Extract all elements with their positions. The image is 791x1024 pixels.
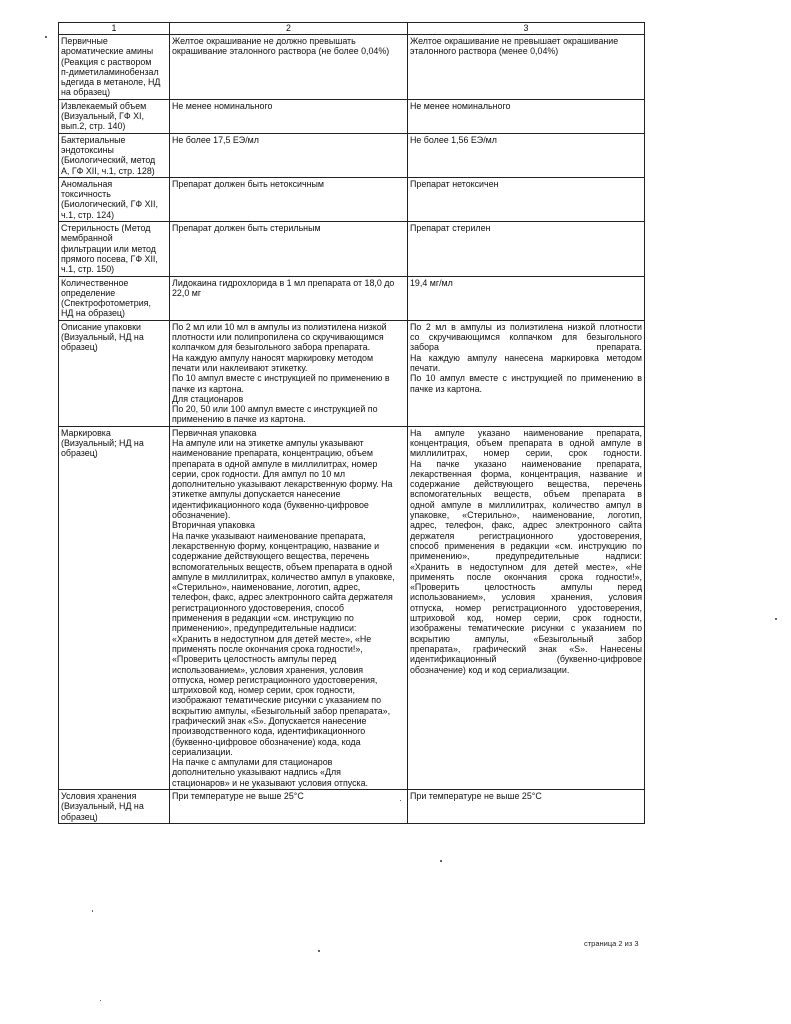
cell-text-line: обозначение) код и код сериализации.: [410, 664, 570, 675]
cell-text-line: дополнительно указывают лекарственную форму. На: [172, 479, 393, 490]
result-cell: [408, 99, 645, 133]
cell-text-line: образец): [61, 342, 98, 353]
cell-text-line: эндотоксины: [61, 144, 114, 155]
cell-text-line: Препарат должен быть нетоксичным: [172, 178, 324, 189]
cell-text-line: На каждую ампулу нанесена маркировка методом: [410, 352, 642, 363]
parameter-cell: [59, 222, 170, 276]
norm-cell: [170, 276, 408, 320]
cell-text-line: содержание действующего вещества, перечень: [410, 479, 642, 490]
cell-text-line: сериализации.: [172, 746, 233, 757]
cell-text-line: штриховой код, номер серии, срок годности,: [410, 613, 642, 624]
result-cell: [408, 790, 645, 824]
cell-text-line: Лидокаина гидрохлорида в 1 мл препарата от 18,0 до: [172, 277, 395, 288]
result-cell: [408, 177, 645, 221]
cell-text-line: лекарственная форма, концентрация, название и: [410, 468, 642, 479]
scan-speck: [100, 1000, 101, 1001]
table-row: [59, 790, 645, 824]
norm-cell: [170, 790, 408, 824]
specification-table: [58, 22, 645, 824]
cell-text-line: На пачке указывают наименование препарата,: [172, 530, 366, 541]
cell-text-line: НД на образец): [61, 308, 125, 319]
column-header: 1: [59, 23, 170, 35]
parameter-cell: [59, 320, 170, 426]
cell-text-line: забора препарата.: [410, 342, 642, 353]
cell-text-line: (Спектрофотометрия,: [61, 298, 151, 309]
norm-cell: [170, 320, 408, 426]
cell-text-line: Стерильность (Метод: [61, 223, 151, 234]
cell-text-line: идентификационный (буквенно-цифровое: [410, 654, 642, 665]
cell-text-line: Препарат должен быть стерильным: [172, 223, 321, 234]
cell-text-line: упаковке, «Стерильно», наименование, логотип,: [410, 510, 642, 521]
cell-text-line: токсичность: [61, 189, 111, 200]
scan-speck: [45, 36, 47, 38]
table-row: [59, 133, 645, 177]
table-row: [59, 320, 645, 426]
cell-text-line: дополнительно указывают надпись «Для: [172, 767, 341, 778]
page-number: страница 2 из 3: [584, 939, 639, 948]
cell-text-line: на образец): [61, 87, 111, 98]
norm-cell: [170, 426, 408, 789]
cell-text-line: (буквенно-цифровое обозначение) кода, кода: [172, 736, 361, 747]
cell-text-line: телефон, факс, адрес электронного сайта держателя: [172, 592, 393, 603]
cell-text-line: По 20, 50 или 100 ампул вместе с инструкцией по: [172, 404, 378, 415]
cell-text-line: «Проверить целостность ампулы перед: [410, 582, 642, 593]
cell-text-line: По 2 мл в ампулы из полиэтилена низкой плотности: [410, 321, 642, 332]
cell-text-line: На ампуле или на этикетке ампулы указывают: [172, 437, 364, 448]
result-cell: [408, 222, 645, 276]
cell-text-line: Маркировка: [61, 427, 111, 438]
cell-text-line: Желтое окрашивание не должно превышать: [172, 36, 356, 46]
cell-text-line: На пачке указано наименование препарата,: [410, 458, 642, 469]
cell-text-line: концентрация, объем препарата в одной ампуле в: [410, 437, 642, 448]
cell-text-line: Желтое окрашивание не превышает окрашивание: [410, 36, 619, 46]
cell-text-line: При температуре не выше 25°С: [410, 791, 542, 802]
cell-text-line: Бактериальные: [61, 134, 126, 145]
cell-text-line: прямого посева, ГФ XII,: [61, 253, 158, 264]
cell-text-line: идентификационного кода (буквенно-цифровое: [172, 499, 369, 510]
cell-text-line: вскрытию ампулы, «Безыгольный забор: [410, 633, 642, 644]
cell-text-line: Для стационаров: [172, 393, 244, 404]
cell-text-line: По 2 мл или 10 мл в ампулы из полиэтилена низкой: [172, 321, 387, 332]
parameter-cell: [59, 177, 170, 221]
norm-cell: [170, 133, 408, 177]
cell-text-line: вспомогательных веществ, объем препарата в одной: [172, 561, 393, 572]
table-body: [59, 35, 645, 824]
cell-text-line: ароматические амины: [61, 46, 154, 57]
cell-text-line: наименование препарата, концентрацию, объем: [172, 448, 373, 459]
norm-cell: [170, 99, 408, 133]
cell-text-line: Условия хранения: [61, 791, 137, 802]
cell-text-line: плотности или полипропилена со скручивающимся: [172, 332, 384, 343]
cell-text-line: Первичная упаковка: [172, 427, 257, 438]
table-header-row: [59, 23, 645, 35]
cell-text-line: А, ГФ XII, ч.1, стр. 128): [61, 165, 155, 176]
cell-text-line: пачке из картона.: [410, 383, 483, 394]
cell-text-line: 22,0 мг: [172, 287, 202, 298]
parameter-cell: [59, 790, 170, 824]
cell-text-line: (Визуальный, НД на: [61, 801, 144, 812]
column-header: 3: [408, 23, 645, 35]
cell-text-line: «Проверить целостность ампулы перед: [172, 654, 337, 665]
cell-text-line: Препарат нетоксичен: [410, 178, 499, 189]
cell-text-line: «Стерильно», наименование, логотип, адрес,: [172, 582, 361, 593]
cell-text-line: Аномальная: [61, 178, 113, 189]
cell-text-line: На ампуле указано наименование препарата,: [410, 427, 642, 438]
cell-text-line: окрашивание эталонного раствора (не более 0,04%): [172, 46, 390, 57]
norm-cell: [170, 35, 408, 100]
cell-text-line: способ применения в редакции «см. инструкцию по: [410, 540, 642, 551]
cell-text-line: печати.: [410, 362, 441, 373]
result-cell: [408, 320, 645, 426]
cell-text-line: применению», предупредительные надписи:: [172, 623, 357, 634]
cell-text-line: мембранной: [61, 233, 113, 244]
cell-text-line: По 10 ампул вместе с инструкцией по применению в: [410, 373, 642, 384]
scan-speck: [318, 950, 320, 952]
scan-speck: [440, 860, 442, 862]
cell-text-line: печати или наклеивают этикетку.: [172, 362, 308, 373]
cell-text-line: Препарат стерилен: [410, 223, 491, 234]
cell-text-line: отпуска, номер регистрационного удостоверения,: [172, 674, 378, 685]
table-row: [59, 276, 645, 320]
cell-text-line: применению», предупредительные надписи:: [410, 551, 642, 562]
cell-text-line: лекарственную форму, концентрацию, название и: [172, 540, 380, 551]
cell-text-line: «Хранить в недоступном для детей месте», «Не: [172, 633, 372, 644]
cell-text-line: (Реакция с раствором: [61, 56, 152, 67]
cell-text-line: ч.1, стр. 150): [61, 264, 115, 275]
result-cell: [408, 133, 645, 177]
cell-text-line: (Биологический, ГФ XII,: [61, 199, 158, 210]
cell-text-line: При температуре не выше 25°С: [172, 791, 304, 802]
cell-text-line: вскрытию ампулы, «Безыгольный забор препарата»,: [172, 705, 391, 716]
cell-text-line: со скручивающимся колпачком для безыгольного: [410, 332, 642, 343]
scan-speck: [775, 618, 777, 620]
norm-cell: [170, 177, 408, 221]
cell-text-line: (Визуальный, НД на: [61, 332, 144, 343]
cell-text-line: определение: [61, 287, 116, 298]
cell-text-line: (Биологический, метод: [61, 155, 156, 166]
cell-text-line: отпуска, номер регистрационного удостоверения,: [410, 602, 642, 613]
scan-speck: [400, 800, 401, 801]
cell-text-line: На пачке с ампулами для стационаров: [172, 757, 333, 768]
cell-text-line: По 10 ампул вместе с инструкцией по применению в: [172, 373, 390, 384]
cell-text-line: применению в пачке из картона.: [172, 414, 306, 425]
cell-text-line: ампуле в миллилитрах, количество ампул в упаковке,: [172, 571, 395, 582]
result-cell: [408, 276, 645, 320]
cell-text-line: образец): [61, 448, 98, 459]
table-row: [59, 35, 645, 100]
cell-text-line: вып.2, стр. 140): [61, 121, 126, 132]
cell-text-line: (Визуальный, ГФ XI,: [61, 111, 144, 122]
cell-text-line: Не менее номинального: [410, 100, 511, 111]
cell-text-line: пачке из картона.: [172, 383, 245, 394]
table-row: [59, 426, 645, 789]
cell-text-line: производственного кода, идентификационного: [172, 726, 366, 737]
cell-text-line: Не менее номинального: [172, 100, 273, 111]
parameter-cell: [59, 35, 170, 100]
cell-text-line: Не более 1,56 ЕЭ/мл: [410, 134, 497, 145]
cell-text-line: содержание действующего вещества, перечень: [172, 551, 370, 562]
cell-text-line: использованием», условия хранения, условия: [172, 664, 364, 675]
cell-text-line: миллилитрах, номер серии, срок годности.: [410, 448, 642, 459]
parameter-cell: [59, 426, 170, 789]
cell-text-line: одной ампуле в миллилитрах, количество ампул в: [410, 499, 642, 510]
norm-cell: [170, 222, 408, 276]
cell-text-line: п-диметиламинобензал: [61, 66, 159, 77]
table-row: [59, 99, 645, 133]
cell-text-line: графический знак «S». Допускается нанесение: [172, 716, 367, 726]
cell-text-line: применения в редакции «см. инструкцию по: [172, 613, 354, 624]
cell-text-line: 19,4 мг/мл: [410, 277, 453, 288]
cell-text-line: эталонного раствора (менее 0,04%): [410, 46, 559, 57]
table-row: [59, 177, 645, 221]
table-row: [59, 222, 645, 276]
cell-text-line: адрес, телефон, факс, адрес электронного сайта: [410, 520, 642, 531]
cell-text-line: стационаров» и не указывают условия отпуска.: [172, 777, 369, 788]
cell-text-line: препарата», графический знак «S». Нанесены: [410, 643, 642, 654]
cell-text-line: использованием», условия хранения, условия: [410, 592, 642, 603]
cell-text-line: изображают тематические рисунки с указанием по: [172, 695, 382, 706]
cell-text-line: Извлекаемый объем: [61, 100, 147, 111]
cell-text-line: образец): [61, 811, 98, 822]
cell-text-line: штриховой код, номер серии, срок годности,: [172, 685, 355, 696]
cell-text-line: серии, срок годности. Для ампул по 10 мл: [172, 468, 346, 479]
cell-text-line: «Хранить в недоступном для детей месте», «Не: [410, 561, 642, 572]
result-cell: [408, 426, 645, 789]
cell-text-line: ч.1, стр. 124): [61, 209, 115, 220]
cell-text-line: Вторичная упаковка: [172, 520, 255, 531]
scan-speck: [92, 910, 93, 912]
cell-text-line: Первичные: [61, 36, 108, 46]
parameter-cell: [59, 133, 170, 177]
cell-text-line: этикетке ампулы допускается нанесение: [172, 489, 341, 500]
cell-text-line: Количественное: [61, 277, 129, 288]
cell-text-line: вспомогательных веществ, объем препарата в: [410, 489, 642, 500]
cell-text-line: ьдегида в метаноле, НД: [61, 77, 161, 88]
cell-text-line: Описание упаковки: [61, 321, 141, 332]
cell-text-line: регистрационного удостоверения, способ: [172, 602, 344, 613]
cell-text-line: фильтрации или метод: [61, 243, 156, 254]
result-cell: [408, 35, 645, 100]
cell-text-line: держателя регистрационного удостоверения,: [410, 530, 642, 541]
cell-text-line: изображены тематические рисунки с указанием по: [410, 623, 642, 634]
cell-text-line: (Визуальный; НД на: [61, 437, 144, 448]
column-header: 2: [170, 23, 408, 35]
cell-text-line: применять после окончания срока годности!»,: [172, 643, 363, 654]
parameter-cell: [59, 276, 170, 320]
cell-text-line: применять после окончания срока годности!»,: [410, 571, 642, 582]
parameter-cell: [59, 99, 170, 133]
cell-text-line: обозначение).: [172, 510, 231, 521]
cell-text-line: На каждую ампулу наносят маркировку методом: [172, 352, 374, 363]
cell-text-line: препарата в одной ампуле в миллилитрах, номер: [172, 458, 378, 469]
cell-text-line: колпачком для безыгольного забора препарата.: [172, 342, 371, 353]
cell-text-line: Не более 17,5 ЕЭ/мл: [172, 134, 259, 145]
